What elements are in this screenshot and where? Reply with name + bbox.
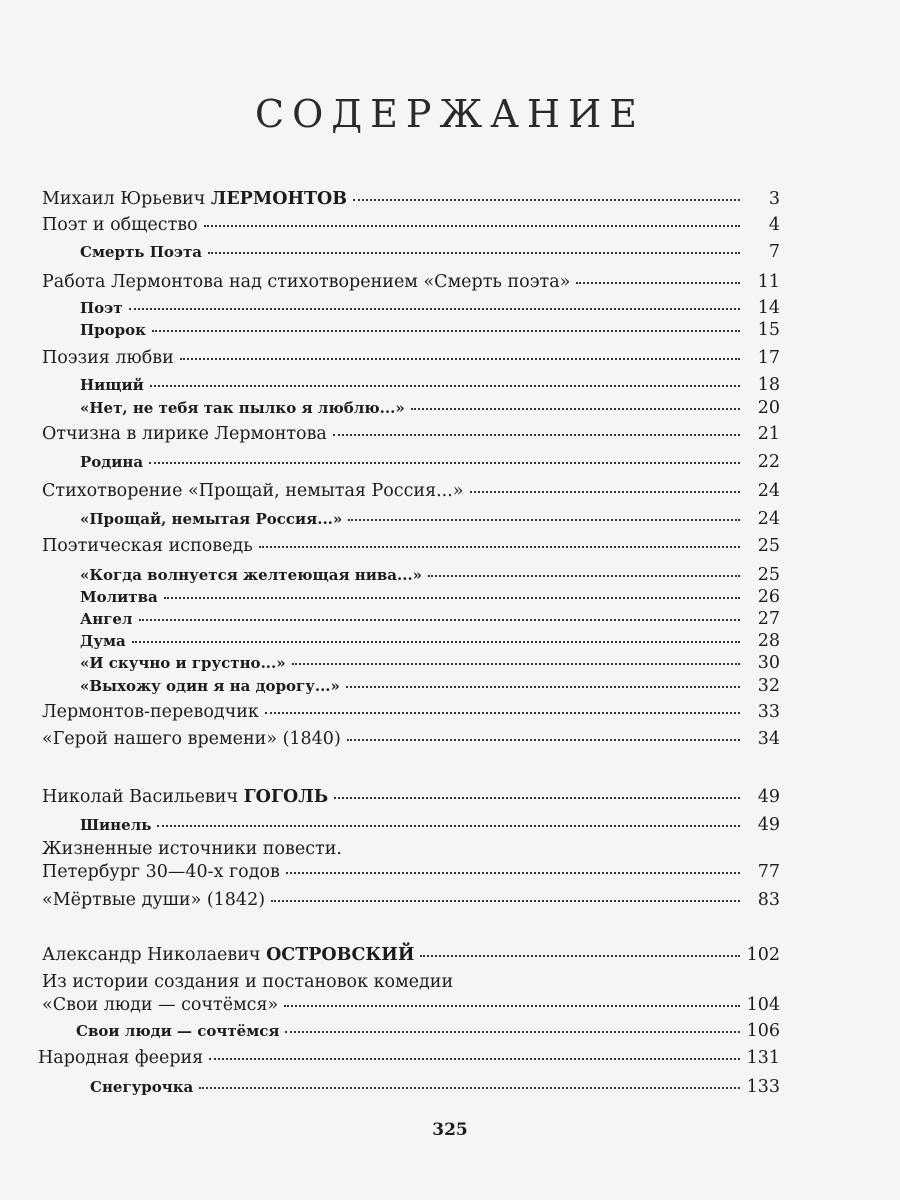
toc-author-name: Михаил Юрьевич (42, 189, 211, 209)
toc-leader (265, 708, 740, 714)
toc-subentry (80, 652, 780, 674)
toc-leader (333, 430, 740, 436)
toc-entry-title: Поэтическая исповедь (42, 536, 253, 556)
toc-entry-title: Лермонтов-переводчик (42, 702, 259, 722)
toc-entry (42, 889, 780, 911)
toc-entry-title: «Прощай, немытая Россия...» (80, 510, 343, 528)
toc-entry (42, 480, 780, 502)
toc-entry-title: Отчизна в лирике Лермонтова (42, 424, 327, 444)
toc-page: 34 (757, 729, 780, 749)
toc-page: 15 (757, 320, 780, 340)
toc-entry (42, 535, 780, 557)
toc-entry-title: Петербург 30—40-х годов (42, 862, 280, 882)
toc-author-name: Николай Васильевич (42, 787, 244, 807)
toc-subentry (80, 297, 780, 319)
toc-entry (42, 701, 780, 723)
toc-page: 24 (757, 481, 780, 501)
toc-leader (139, 615, 740, 621)
toc-page: 3 (768, 189, 780, 209)
toc-entry-title: «Мёртвые души» (1842) (42, 890, 266, 910)
toc-entry-title: «И скучно и грустно...» (80, 654, 286, 672)
toc-page: 106 (746, 1021, 780, 1041)
toc-leader (129, 304, 740, 310)
toc-entry-title: Стихотворение «Прощай, немытая Россия...» (42, 481, 464, 501)
toc-entry (42, 347, 780, 369)
toc-leader (150, 381, 740, 387)
toc-leader (286, 868, 740, 874)
toc-subentry (80, 608, 780, 630)
toc-page: 28 (757, 631, 780, 651)
toc-leader (199, 1083, 740, 1089)
toc-leader (470, 487, 740, 493)
toc-page: 27 (757, 609, 780, 629)
toc-page: 25 (757, 536, 780, 556)
toc-entry-title: Дума (80, 632, 126, 650)
toc-leader (271, 896, 740, 902)
toc-leader (152, 326, 740, 332)
toc-leader (576, 278, 740, 284)
toc-entry-title-line1: Из истории создания и постановок комедии (42, 972, 454, 992)
toc-page: 22 (757, 452, 780, 472)
toc-page: 131 (746, 1048, 780, 1068)
toc-page: 7 (768, 242, 780, 262)
toc-entry-title: Смерть Поэта (80, 243, 203, 261)
toc-page: 26 (757, 587, 780, 607)
toc-leader (411, 404, 740, 410)
toc-entry-title: Шинель (80, 816, 152, 834)
toc-leader (284, 1001, 740, 1007)
toc-author-surname: ГОГОЛЬ (243, 787, 329, 807)
toc-leader (164, 593, 740, 599)
toc-page: 49 (757, 787, 780, 807)
toc-entry (42, 728, 780, 750)
toc-page: 18 (757, 375, 780, 395)
toc-leader (149, 458, 740, 464)
toc-leader (348, 515, 740, 521)
toc-entry-title: «Выхожу один я на дорогу...» (80, 677, 340, 695)
toc-leader (428, 571, 740, 577)
toc-entry-title: «Когда волнуется желтеющая нива...» (80, 566, 423, 584)
toc-entry-title: «Свои люди — сочтёмся» (42, 995, 279, 1015)
toc-entry (42, 994, 780, 1016)
toc-subentry (80, 319, 780, 341)
toc-leader (353, 195, 740, 201)
toc-page: 133 (746, 1077, 780, 1097)
page-number: 325 (432, 1120, 468, 1140)
toc-page: 49 (757, 815, 780, 835)
toc-entry-title: Родина (80, 453, 144, 471)
page-title: СОДЕРЖАНИЕ (255, 92, 645, 136)
toc-entry-title: Свои люди — сочтёмся (76, 1022, 280, 1040)
toc-leader (334, 793, 740, 799)
toc-subentry (80, 814, 780, 836)
toc-entry (42, 861, 780, 883)
toc-page: 83 (757, 890, 780, 910)
toc-subentry (80, 586, 780, 608)
toc-subentry (80, 630, 780, 652)
toc-leader (347, 735, 740, 741)
toc-page: 17 (757, 348, 780, 368)
toc-subentry (80, 451, 780, 473)
toc-leader (208, 248, 740, 254)
toc-entry-title: Ангел (80, 610, 133, 628)
toc-author-ostrovsky (42, 944, 780, 966)
toc-leader (259, 542, 740, 548)
toc-subentry (80, 564, 780, 586)
toc-entry (42, 423, 780, 445)
toc-leader (346, 682, 740, 688)
toc-author-name: Александр Николаевич (42, 945, 267, 965)
toc-entry-title: Работа Лермонтова над стихотворением «Смерть поэта» (42, 272, 571, 292)
toc-leader (420, 951, 740, 957)
toc-entry-title: Молитва (80, 588, 158, 606)
toc-author-surname: ОСТРОВСКИЙ (266, 945, 415, 965)
toc-entry-title-line1: Жизненные источники повести. (42, 839, 342, 859)
toc-subentry (80, 374, 780, 396)
toc-leader (132, 637, 740, 643)
toc-leader (285, 1027, 740, 1033)
toc-entry-title: Поэзия любви (42, 348, 174, 368)
toc-page: 21 (757, 424, 780, 444)
toc-entry (42, 271, 780, 293)
toc-leader (209, 1054, 740, 1060)
toc-page: 24 (757, 509, 780, 529)
toc-page: 32 (757, 676, 780, 696)
toc-page: 25 (757, 565, 780, 585)
toc-leader (180, 354, 740, 360)
toc-entry-title: «Герой нашего времени» (1840) (42, 729, 341, 749)
toc-entry-title: Народная феерия (38, 1048, 204, 1068)
toc-subentry (90, 1076, 780, 1098)
toc-entry-title: Пророк (80, 321, 146, 339)
toc-entry-title: «Нет, не тебя так пылко я люблю...» (80, 399, 405, 417)
toc-author-lermontov (42, 188, 780, 210)
toc-leader (204, 221, 740, 227)
toc-entry-title: Поэт и общество (42, 215, 198, 235)
toc-subentry (80, 397, 780, 419)
toc-subentry (80, 675, 780, 697)
toc-entry-title: Снегурочка (90, 1078, 194, 1096)
toc-page: 77 (757, 862, 780, 882)
toc-page: 30 (757, 653, 780, 673)
toc-subentry (80, 241, 780, 263)
toc-page: 11 (757, 272, 780, 292)
toc-author-surname: ЛЕРМОНТОВ (210, 189, 348, 209)
toc-page: 104 (746, 995, 780, 1015)
toc-leader (157, 821, 740, 827)
toc-subentry (76, 1020, 780, 1042)
toc-entry-title: Нищий (80, 376, 144, 394)
toc-entry (38, 1047, 780, 1069)
toc-entry (42, 214, 780, 236)
toc-entry-title: Поэт (80, 299, 123, 317)
toc-page: 20 (757, 398, 780, 418)
toc-page: 4 (768, 215, 780, 235)
toc-page: 33 (757, 702, 780, 722)
toc-page: 102 (746, 945, 780, 965)
toc-page: 14 (757, 298, 780, 318)
toc-author-gogol (42, 786, 780, 808)
toc-leader (292, 659, 740, 665)
toc-subentry (80, 508, 780, 530)
